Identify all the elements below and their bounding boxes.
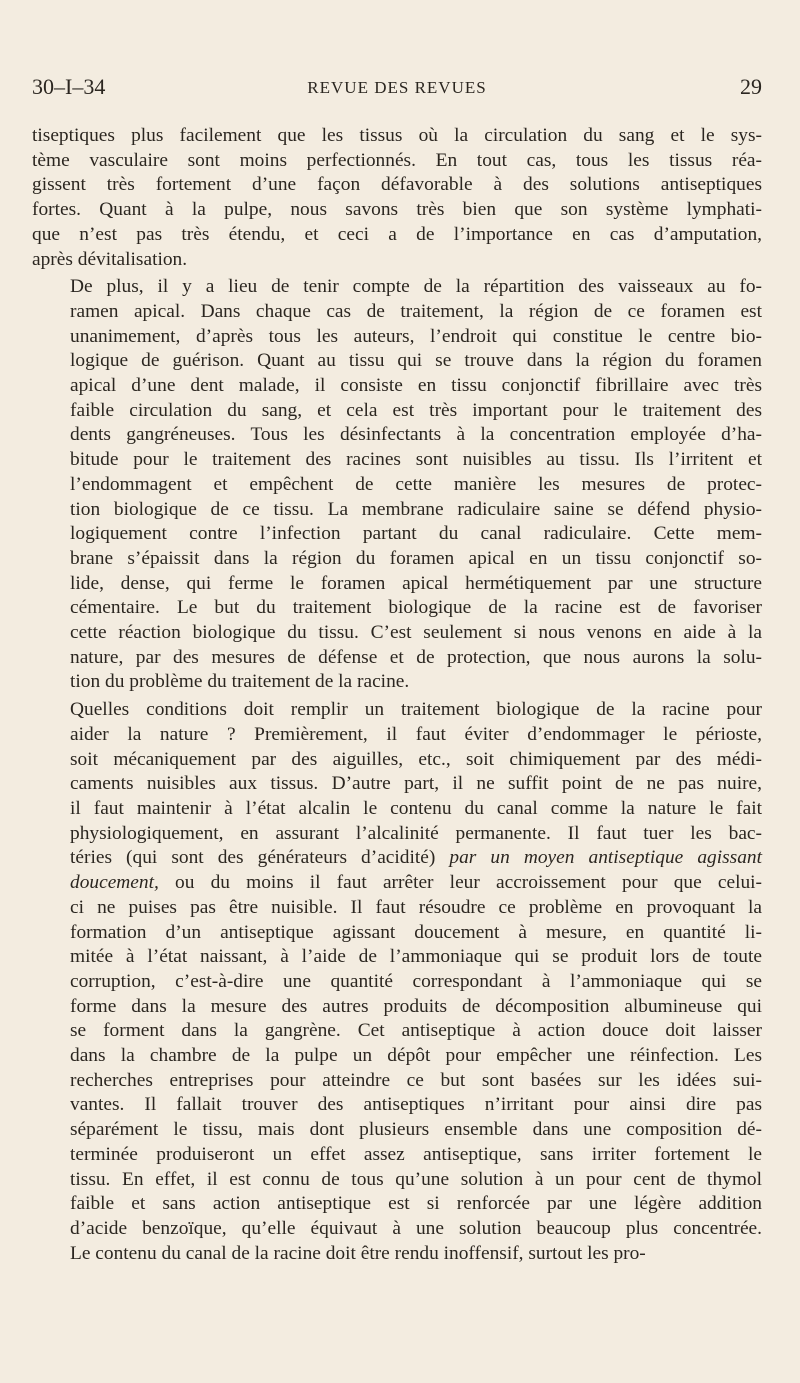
text-line: séparément le tissu, mais dont plusieurs ensemble dans une composition dé-: [70, 1119, 762, 1141]
emphasis-text: doucement,: [70, 872, 159, 894]
text-line: faible et sans action antiseptique est si renforcée par une légère addition: [70, 1193, 762, 1215]
text-line: aider la nature ? Premièrement, il faut éviter d’endommager le périoste,: [70, 723, 762, 745]
text-line: dans la chambre de la pulpe un dépôt pour empêcher une réinfection. Les: [70, 1045, 762, 1067]
emphasis-text: par un moyen antiseptique agissant: [449, 847, 762, 869]
running-header: [32, 74, 762, 104]
text-line: [32, 871, 762, 896]
text-line: dents gangréneuses. Tous les désinfectants à la concentration employée d’ha-: [70, 424, 762, 446]
text-line: [32, 846, 762, 871]
text-line: après dévitalisation.: [32, 248, 188, 270]
text-line: lide, dense, qui ferme le foramen apical hermétiquement par une structure: [70, 572, 762, 594]
journal-title: REVUE DES REVUES: [307, 78, 487, 97]
text-line: cette réaction biologique du tissu. C’est seulement si nous venons en aide à la: [70, 622, 762, 644]
text-line: recherches entreprises pour atteindre ce but sont basées sur les idées sui-: [70, 1069, 762, 1091]
text-line: cémentaire. Le but du traitement biologique de la racine est de favoriser: [70, 597, 762, 619]
text-line: formation d’un antiseptique agissant doucement à mesure, en quantité li-: [70, 921, 762, 943]
text-line: d’acide benzoïque, qu’elle équivaut à une solution beaucoup plus concentrée.: [70, 1217, 762, 1239]
text-line: vantes. Il fallait trouver des antiseptiques n’irritant pour ainsi dire pas: [70, 1094, 762, 1116]
issue-date: 30–I–34: [32, 74, 106, 99]
text-line: l’endommagent et empêchent de cette manière les mesures de protec-: [70, 473, 762, 495]
paragraph-3: [32, 698, 762, 1266]
text-fragment: ou du moins il faut arrêter leur accroissement pour que celui-: [158, 872, 762, 894]
text-line: Quelles conditions doit remplir un traitement biologique de la racine pour: [70, 699, 762, 721]
text-line: se forment dans la gangrène. Cet antiseptique à action douce doit laisser: [70, 1020, 762, 1042]
text-line: que n’est pas très étendu, et ceci a de l’importance en cas d’amputation,: [32, 223, 762, 245]
text-line: bitude pour le traitement des racines sont nuisibles au tissu. Ils l’irritent et: [70, 449, 762, 471]
paragraph-2: [32, 275, 762, 695]
text-line: fortes. Quant à la pulpe, nous savons très bien que son système lymphati-: [32, 199, 762, 221]
text-line: unanimement, d’après tous les auteurs, l’endroit qui constitue le centre bio-: [70, 325, 762, 347]
text-line: tissu. En effet, il est connu de tous qu’une solution à un pour cent de thymol: [70, 1168, 762, 1190]
text-line: apical d’une dent malade, il consiste en tissu conjonctif fibrillaire avec très: [70, 375, 762, 397]
text-fragment: téries (qui sont des générateurs d’acidité): [70, 847, 450, 869]
text-line: tiseptiques plus facilement que les tissus où la circulation du sang et le sys-: [32, 125, 762, 146]
text-line: forme dans la mesure des autres produits de décomposition albumineuse qui: [70, 995, 762, 1017]
text-line: terminée produiseront un effet assez antiseptique, sans irriter fortement le: [70, 1143, 762, 1165]
paragraph-1: [32, 124, 762, 272]
article-body: [32, 124, 762, 1269]
text-line: ci ne puises pas être nuisible. Il faut résoudre ce problème en provoquant la: [70, 896, 762, 918]
text-line: gissent très fortement d’une façon défavorable à des solutions antiseptiques: [32, 174, 762, 196]
text-line: logiquement contre l’infection partant du canal radiculaire. Cette mem-: [70, 523, 762, 545]
text-line: tème vasculaire sont moins perfectionnés. En tout cas, tous les tissus réa-: [32, 149, 762, 171]
text-line: logique de guérison. Quant au tissu qui se trouve dans la région du foramen: [70, 350, 762, 372]
text-line: brane s’épaissit dans la région du foramen apical en un tissu conjonctif so-: [70, 547, 762, 569]
text-line: soit mécaniquement par des aiguilles, etc., soit chimiquement par des médi-: [70, 748, 762, 770]
text-line: tion du problème du traitement de la racine.: [70, 671, 410, 693]
text-line: mitée à l’état naissant, à l’aide de l’ammoniaque qui se produit lors de toute: [70, 946, 762, 968]
text-line: caments nuisibles aux tissus. D’autre part, il ne suffit point de ne pas nuire,: [70, 773, 762, 795]
text-line: Le contenu du canal de la racine doit être rendu inoffensif, surtout les pro-: [70, 1242, 646, 1264]
text-line: ramen apical. Dans chaque cas de traitement, la région de ce foramen est: [70, 300, 762, 322]
text-line: nature, par des mesures de défense et de protection, que nous aurons la solu-: [70, 646, 762, 668]
text-line: physiologiquement, en assurant l’alcalinité permanente. Il faut tuer les bac-: [70, 822, 762, 844]
text-line: il faut maintenir à l’état alcalin le contenu du canal comme la nature le fait: [70, 797, 762, 819]
text-line: De plus, il y a lieu de tenir compte de la répartition des vaisseaux au fo-: [70, 276, 762, 298]
text-line: tion biologique de ce tissu. La membrane radiculaire saine se défend physio-: [70, 498, 762, 520]
text-line: corruption, c’est-à-dire une quantité correspondant à l’ammoniaque qui se: [70, 970, 762, 992]
text-line: faible circulation du sang, et cela est très important pour le traitement des: [70, 399, 762, 421]
page-number: 29: [740, 74, 762, 99]
